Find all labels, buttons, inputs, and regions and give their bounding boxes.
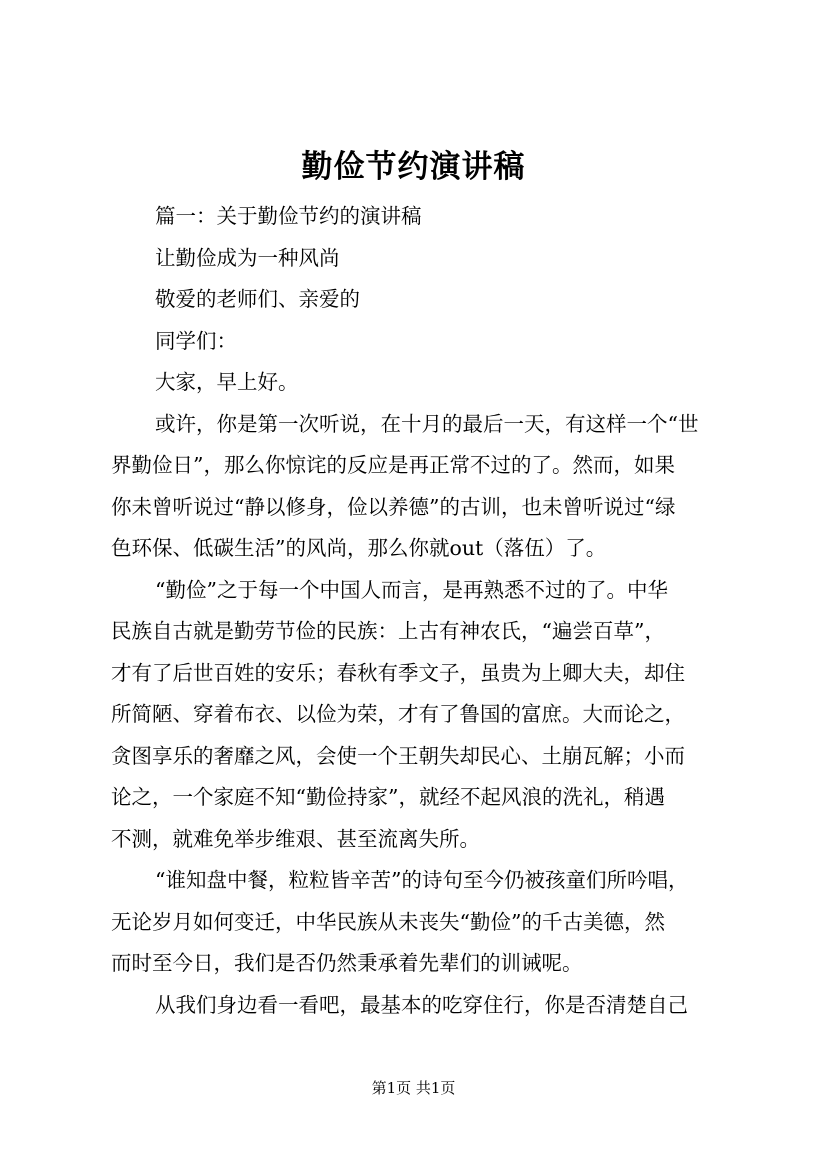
text-line: 所简陋、穿着布衣、以俭为荣，才有了鲁国的富庶。大而论之，: [111, 702, 685, 726]
paragraph: [111, 570, 741, 861]
page-footer: 第1页 共1页: [371, 1079, 456, 1097]
greeting-line: 大家，早上好。: [155, 370, 299, 394]
text-line: 而时至今日，我们是否仍然秉承着先辈们的训诫呢。: [111, 951, 583, 975]
document-body: [111, 196, 741, 1026]
salutation-line: 敬爱的老师们、亲爱的: [155, 287, 360, 311]
paragraph: [111, 860, 741, 985]
text-line: 民族自古就是勤劳节俭的民族：上古有神农氏，“遍尝百草”，: [111, 619, 665, 643]
paragraph: [111, 404, 741, 570]
text-line: 从我们身边看一看吧，最基本的吃穿住行，你是否清楚自己: [155, 992, 688, 1017]
salutation-line: 同学们：: [155, 328, 237, 353]
text-line: 色环保、低碳生活”的风尚，那么你就out（落伍）了。: [111, 536, 607, 560]
speech-subtitle: 让勤俭成为一种风尚: [155, 245, 340, 270]
text-line: 或许，你是第一次听说，在十月的最后一天，有这样一个“世: [155, 411, 699, 436]
text-line: “谁知盘中餐，粒粒皆辛苦”的诗句至今仍被孩童们所吟唱，: [155, 868, 689, 892]
text-line: 界勤俭日”，那么你惊诧的反应是再正常不过的了。然而，如果: [111, 453, 675, 477]
text-line: 无论岁月如何变迁，中华民族从未丧失“勤俭”的千古美德，然: [111, 909, 665, 934]
text-line: 你未曾听说过“静以修身，俭以养德”的古训，也未曾听说过“绿: [111, 494, 676, 519]
text-line: “勤俭”之于每一个中国人而言，是再熟悉不过的了。中华: [155, 577, 668, 602]
section-heading: 篇一：关于勤俭节约的演讲稿: [155, 204, 422, 228]
text-line: 贪图享乐的奢靡之风，会使一个王朝失却民心、土崩瓦解；小而: [111, 743, 685, 768]
paragraph: [111, 985, 741, 1027]
text-line: 才有了后世百姓的安乐；春秋有季文子，虽贵为上卿大夫，却住: [111, 660, 685, 685]
text-line: 论之，一个家庭不知“勤俭持家”，就经不起风浪的洗礼，稍遇: [111, 785, 665, 809]
document-title: 勤俭节约演讲稿: [301, 149, 526, 185]
text-line: 不测，就难免举步维艰、甚至流离失所。: [111, 826, 480, 851]
